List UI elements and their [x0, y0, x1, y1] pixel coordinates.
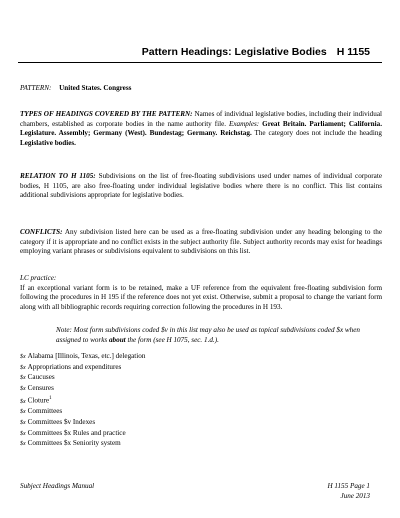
subdivision-text: Cloture [27, 396, 50, 405]
subdivision-text: Appropriations and expenditures [27, 362, 122, 371]
list-item [20, 439, 145, 450]
pattern-value: United States. Congress [59, 84, 132, 92]
note-text: Note: Most form subdivisions coded $v in this list may also be used as topical subdivisions coded $x when assigned to works [56, 326, 360, 344]
types-section [20, 110, 382, 148]
page-code: H 1155 [336, 46, 370, 58]
subdivision-text: Censures [27, 383, 54, 392]
list-item [20, 363, 145, 374]
subfield-code: $x [20, 441, 26, 448]
list-item [20, 373, 145, 384]
note-section [56, 326, 360, 345]
list-item [20, 394, 145, 407]
excluded-heading: Legislative bodies. [20, 138, 76, 147]
note-text-2: the form (see H 1075, sec. 1.d.). [127, 335, 219, 344]
footnote-marker: 1 [49, 396, 52, 402]
note-about: about [108, 335, 126, 344]
subfield-code: $x [20, 430, 26, 437]
footer-page-number: H 1155 Page 1 [327, 482, 370, 490]
examples-label: Examples: [229, 119, 260, 128]
subdivision-text: Committees [27, 407, 63, 416]
types-text-2: The category does not include the heading [254, 129, 383, 137]
conflicts-text: Any subdivision listed here can be used as a free-floating subdivision under any heading belonging to the category if it is appropriate and no conflict exists in the subject authority file. Subject authority records may exist for headings employing variant phrases or subdivisions equivalent to subdivisions on this list. [20, 228, 382, 255]
lc-practice-section [20, 274, 382, 312]
subfield-code: $x [20, 354, 26, 360]
list-item [20, 407, 145, 418]
list-item [20, 352, 145, 363]
examples-list: Great Britain. Parliament; California. Legislature. Assembly; Germany (West). Bundestag; Germany. Reichstag. [20, 119, 382, 137]
types-text: Names of individual legislative bodies, including their individual chambers, established as corporate bodies in the name authority file. [20, 110, 382, 128]
relation-label: RELATION TO H 1105: [20, 172, 96, 180]
header-rule [18, 62, 382, 63]
subfield-code: $x [20, 419, 26, 426]
subdivision-text: Alabama [Illinois, Texas, etc.] delegation [27, 352, 146, 360]
subfield-code: $x [20, 364, 26, 371]
lc-practice-heading: LC practice: [20, 274, 57, 282]
subfield-code: $x [20, 398, 26, 405]
list-item [20, 384, 145, 395]
list-item [20, 429, 145, 440]
pattern-section [20, 84, 382, 94]
pattern-label: PATTERN: [20, 84, 52, 92]
conflicts-section [20, 228, 382, 257]
subfield-code: $x [20, 375, 26, 382]
subdivision-text: Committees $v Indexes [27, 417, 96, 426]
page-title: Pattern Headings: Legislative Bodies [141, 46, 327, 58]
list-item [20, 418, 145, 429]
footer-page-info [327, 482, 370, 501]
footer-date: June 2013 [340, 491, 370, 500]
subdivision-list [20, 352, 145, 450]
lc-practice-text: If an exceptional variant form is to be retained, make a UF reference from the equivalent free-floating subdivision form following the procedures in H 195 if the reference does not yet exist. Otherwise, submit a proposal to change the variant form along with all bibliographic records requiring correction following the procedures in H 193. [20, 283, 382, 311]
relation-section [20, 172, 382, 201]
subfield-code: $x [20, 409, 26, 416]
footer-manual-name: Subject Headings Manual [20, 482, 95, 490]
page-header [142, 46, 370, 58]
subdivision-text: Committees $x Seniority system [27, 439, 121, 448]
conflicts-label: CONFLICTS: [20, 228, 63, 236]
types-label: TYPES OF HEADINGS COVERED BY THE PATTERN: [20, 110, 193, 118]
subdivision-text: Committees $x Rules and practice [27, 428, 126, 437]
subdivision-text: Caucuses [27, 373, 55, 382]
subfield-code: $x [20, 385, 26, 392]
relation-text: Subdivisions on the list of free-floating subdivisions used under names of individual corporate bodies, H 1105, are also free-floating under individual legislative bodies where there is no conflict. This list contains additional subdivisions appropriate for legislative bodies. [20, 172, 382, 199]
